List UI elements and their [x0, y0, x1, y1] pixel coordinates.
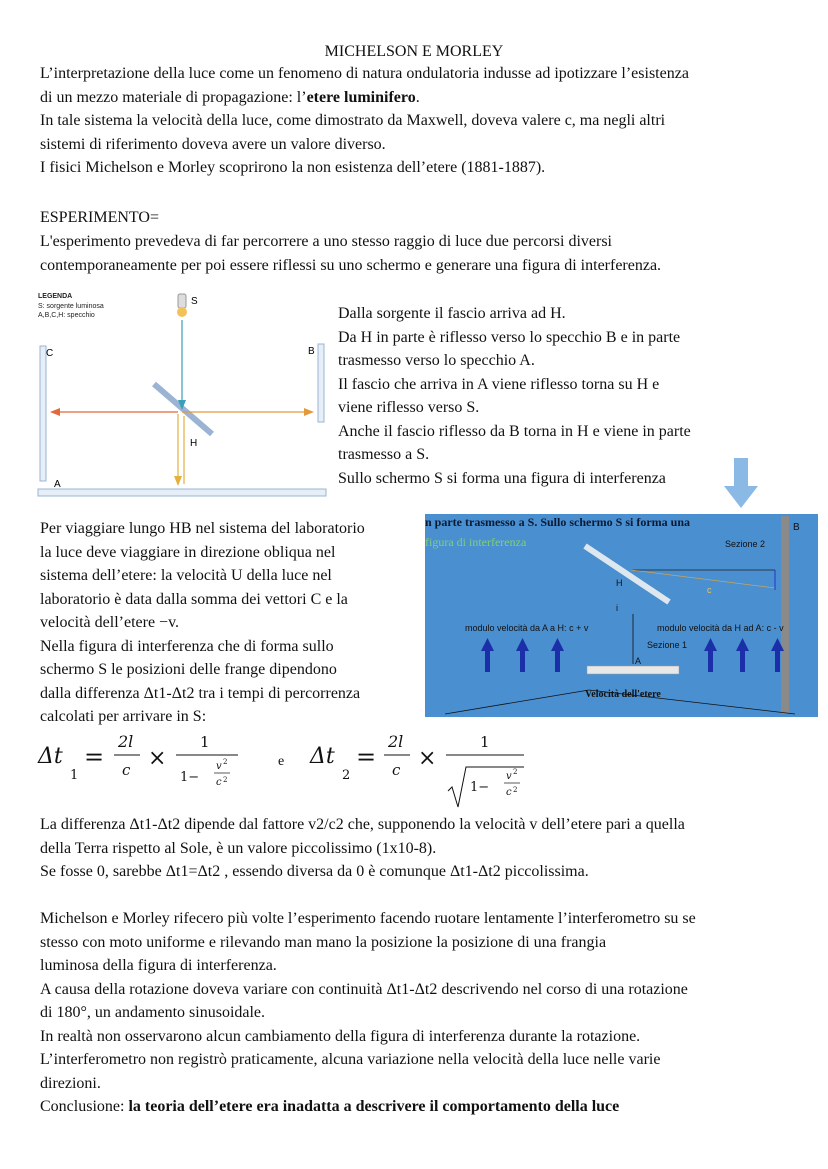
figure-beam-splitter: [585, 546, 669, 602]
delta-t1: Δt: [38, 744, 63, 769]
ether-velocity-figure: [425, 514, 818, 717]
figure-caption-line: n parte trasmesso a S. Sullo schermo S si forma una: [425, 515, 691, 529]
lab-line: Per viaggiare lungo HB nel sistema del laboratorio: [40, 520, 365, 537]
description-line: viene riflesso verso S.: [338, 399, 480, 416]
conclusion-label: Conclusione:: [40, 1098, 129, 1115]
legend-source: S: sorgente luminosa: [38, 303, 104, 310]
rotation-line: Michelson e Morley rifecero più volte l’esperimento facendo ruotare lentamente l’interferometro su se: [40, 910, 696, 927]
experiment-line: contemporaneamente per poi essere riflessi su uno schermo e generare una figura di interferenza.: [40, 256, 662, 274]
description-line: Da H in parte è riflesso verso lo specchio B e in parte: [338, 328, 681, 346]
v-squared: v: [506, 771, 512, 782]
time-difference-formulas: [30, 725, 550, 815]
rotation-line: L’interferometro non registrò praticamente, alcuna variazione nella velocità della luce nelle varie: [40, 1051, 661, 1068]
svg-text:2: 2: [223, 776, 228, 784]
description-line: Anche il fascio riflesso da B torna in H e viene in parte: [338, 422, 691, 440]
svg-text:2: 2: [513, 768, 518, 776]
speed-h-to-a: modulo velocità da H ad A: c - v: [657, 623, 784, 633]
label-h: H: [190, 438, 198, 449]
description-line: Sullo schermo S si forma una figura di interferenza: [338, 469, 666, 487]
description-line: Dalla sorgente il fascio arriva ad H.: [338, 305, 566, 322]
times-sign: ×: [418, 746, 437, 771]
lab-line: velocità dell’etere −v.: [40, 614, 180, 631]
figure-label-a: A: [635, 656, 642, 666]
legend-title: LEGENDA: [38, 293, 73, 300]
subscript-2: 2: [342, 768, 351, 783]
rotation-line: In realtà non osservarono alcun cambiamento della figura di interferenza durante la rotazione.: [40, 1027, 641, 1045]
mirror-b: [318, 344, 324, 422]
figure-label-b: B: [793, 522, 800, 533]
label-a: A: [54, 479, 61, 490]
lab-line: laboratorio è data dalla somma dei vettori C e la: [40, 590, 348, 608]
difference-line: La differenza Δt1-Δt2 dipende dal fattore v2/c2 che, supponendo la velocità v dell’etere pari a quella: [40, 816, 685, 833]
denominator-c: c: [392, 761, 401, 779]
rotation-paragraph: [40, 907, 696, 1119]
intro-line: di un mezzo materiale di propagazione: l’etere luminifero.: [40, 88, 420, 106]
svg-text:2: 2: [223, 758, 228, 766]
figure-mirror-b: [781, 516, 789, 714]
mirror-c: [40, 346, 46, 481]
label-s: S: [191, 296, 198, 307]
description-line: trasmesso verso lo specchio A.: [338, 352, 535, 369]
numerator-2l: 2l: [388, 732, 404, 751]
diagram-description: [338, 302, 691, 490]
rotation-line: di 180°, un andamento sinusoidale.: [40, 1004, 266, 1021]
v-squared: v: [216, 761, 222, 772]
figure-label-h: H: [616, 578, 623, 588]
figure-caption-line: figura di interferenza: [425, 535, 527, 549]
page-title: MICHELSON E MORLEY: [324, 43, 504, 60]
figure-label-i: i: [616, 603, 618, 613]
rotation-line: A causa della rotazione doveva variare con continuità Δt1-Δt2 descrivendo nel corso di una rotazione: [40, 980, 688, 998]
ether-arrows-right: [704, 638, 784, 672]
lab-line: la luce deve viaggiare in direzione obliqua nel: [40, 543, 336, 561]
ether-term: etere luminifero: [306, 88, 416, 106]
conclusion-text: la teoria dell’etere era inadatta a descrivere il comportamento della luce: [128, 1098, 620, 1115]
equals-sign: =: [84, 743, 105, 771]
experiment-heading: ESPERIMENTO=: [40, 209, 159, 226]
mirror-a: [38, 489, 326, 496]
label-b: B: [308, 346, 315, 357]
times-sign: ×: [148, 746, 167, 771]
intro-line: I fisici Michelson e Morley scoprirono la non esistenza dell’etere (1881-1887).: [40, 159, 546, 176]
description-line: trasmesso a S.: [338, 446, 430, 463]
ether-velocity-label: Velocità dell'etere: [585, 689, 661, 700]
numerator-1: 1: [200, 733, 210, 751]
lab-line: Nella figura di interferenza che di forma sullo: [40, 637, 334, 655]
legend-mirrors: A,B,C,H: specchio: [38, 312, 95, 319]
rotation-line: direzioni.: [40, 1074, 101, 1092]
rotation-line: stesso con moto uniforme e rilevando man mano la posizione la posizione di una frangia: [40, 933, 607, 951]
light-source-icon: [177, 294, 187, 317]
numerator-2l: 2l: [118, 732, 134, 751]
experiment-line: L'esperimento prevedeva di far percorrere a uno stesso raggio di luce due percorsi diversi: [40, 233, 612, 250]
intro-paragraph: [40, 62, 689, 180]
lab-line: calcolati per arrivare in S:: [40, 708, 207, 725]
intro-line: In tale sistema la velocità della luce, come dimostrato da Maxwell, doveva valere c, ma negli altri: [40, 112, 666, 129]
label-c: C: [46, 348, 54, 359]
lab-line: sistema dell’etere: la velocità U della luce nel: [40, 567, 332, 584]
experiment-description: [40, 230, 661, 277]
conclusion: [40, 1095, 696, 1119]
subscript-1: 1: [70, 768, 79, 783]
equals-sign: =: [356, 743, 377, 771]
c-squared: c: [506, 787, 512, 798]
section-1-label: Sezione 1: [647, 640, 688, 650]
lab-line: dalla differenza Δt1-Δt2 tra i tempi di percorrenza: [40, 684, 361, 702]
figure-mirror-a: [587, 666, 679, 674]
difference-line: della Terra rispetto al Sole, è un valore piccolissimo (1x10-8).: [40, 839, 437, 857]
description-line: Il fascio che arriva in A viene riflesso torna su H e: [338, 375, 660, 393]
conjunction-e: e: [278, 754, 285, 769]
intro-line: L’interpretazione della luce come un fenomeno di natura ondulatoria indusse ad ipotizzare l’esistenza: [40, 65, 689, 82]
rotation-line: luminosa della figura di interferenza.: [40, 957, 277, 974]
c-squared: c: [216, 777, 222, 788]
difference-line: Se fosse 0, sarebbe Δt1=Δt2 , essendo diversa da 0 è comunque Δt1-Δt2 piccolissima.: [40, 863, 589, 880]
one-minus: 1−: [180, 770, 200, 785]
interferometer-diagram: [28, 288, 338, 503]
speed-a-to-h: modulo velocità da A a H: c + v: [465, 623, 589, 633]
ether-arrows-left: [481, 638, 564, 672]
numerator-1: 1: [480, 733, 490, 751]
one-minus: 1−: [470, 780, 490, 795]
difference-paragraph: [40, 813, 685, 884]
figure-label-c: c: [707, 585, 712, 595]
lab-line: schermo S le posizioni delle frange dipendono: [40, 661, 337, 678]
denominator-c: c: [122, 761, 131, 779]
beam-splitter-h: [154, 384, 212, 434]
intro-line: sistemi di riferimento doveva avere un valore diverso.: [40, 135, 386, 153]
lab-frame-paragraph: [40, 517, 365, 729]
arrow-down-icon: [724, 458, 758, 508]
svg-text:2: 2: [513, 786, 518, 794]
section-2-label: Sezione 2: [725, 539, 766, 549]
delta-t2: Δt: [310, 744, 335, 769]
